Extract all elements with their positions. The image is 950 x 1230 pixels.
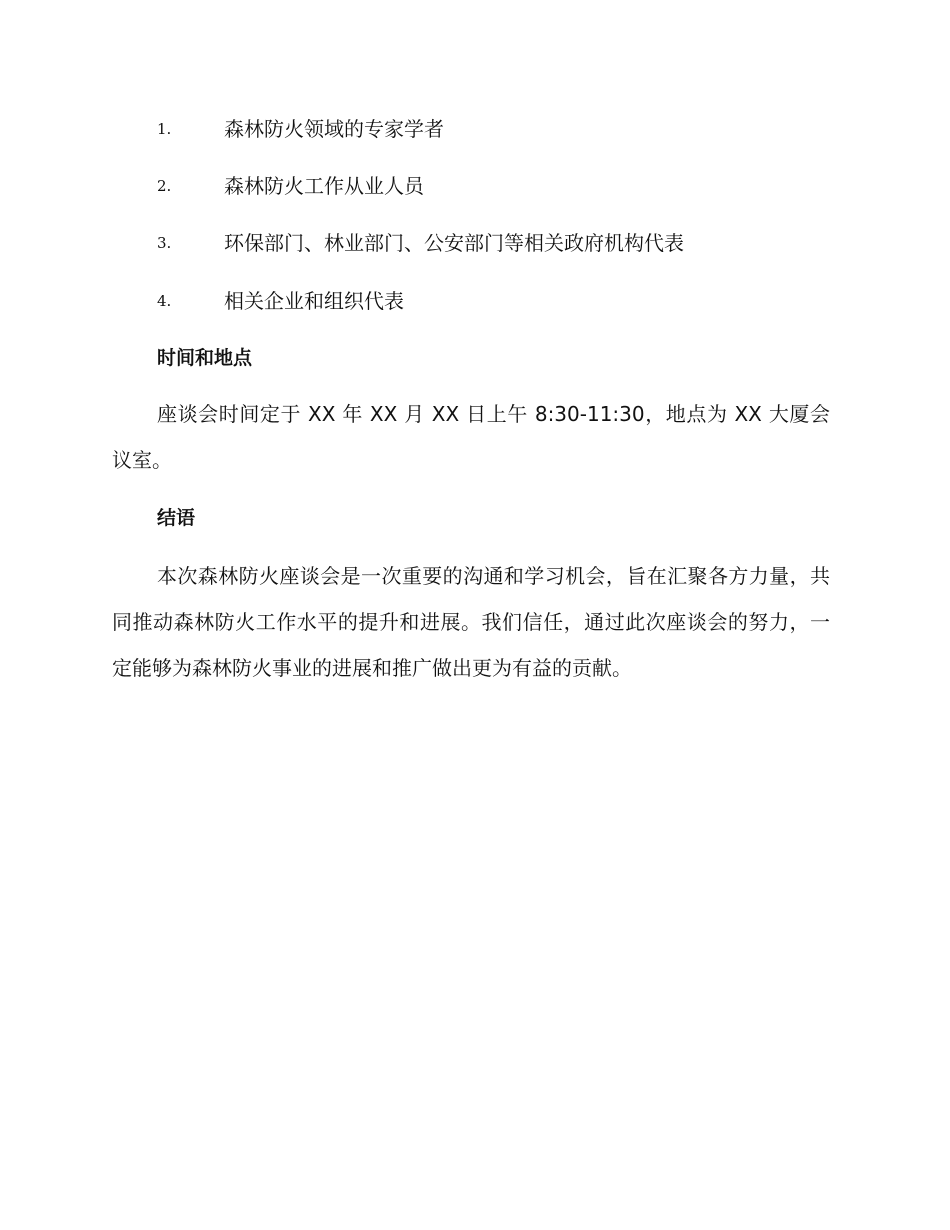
list-item-number: 2. xyxy=(157,177,172,195)
list-item-number: 3. xyxy=(157,234,172,252)
list-item-number: 1. xyxy=(157,120,172,138)
list-item xyxy=(0,286,950,316)
section-heading-conclusion: 结语 xyxy=(157,507,196,529)
time-place-paragraph: 座谈会时间定于 XX 年 XX 月 XX 日上午 8:30-11:30，地点为 XX 大厦会议室。 xyxy=(112,402,830,472)
list-item xyxy=(0,228,950,258)
list-item-text: 森林防火领域的专家学者 xyxy=(224,117,444,141)
section-heading-time-place: 时间和地点 xyxy=(157,347,253,369)
list-item xyxy=(0,171,950,201)
list-item-text: 森林防火工作从业人员 xyxy=(224,174,424,198)
list-item-text: 环保部门、林业部门、公安部门等相关政府机构代表 xyxy=(224,231,684,255)
conclusion-paragraph: 本次森林防火座谈会是一次重要的沟通和学习机会，旨在汇聚各方力量，共同推动森林防火工作水平的提升和进展。我们信任，通过此次座谈会的努力，一定能够为森林防火事业的进展和推广做出更为有益的贡献。 xyxy=(112,564,830,680)
list-item-number: 4. xyxy=(157,292,172,310)
list-item xyxy=(0,114,950,144)
list-item-text: 相关企业和组织代表 xyxy=(224,289,404,313)
